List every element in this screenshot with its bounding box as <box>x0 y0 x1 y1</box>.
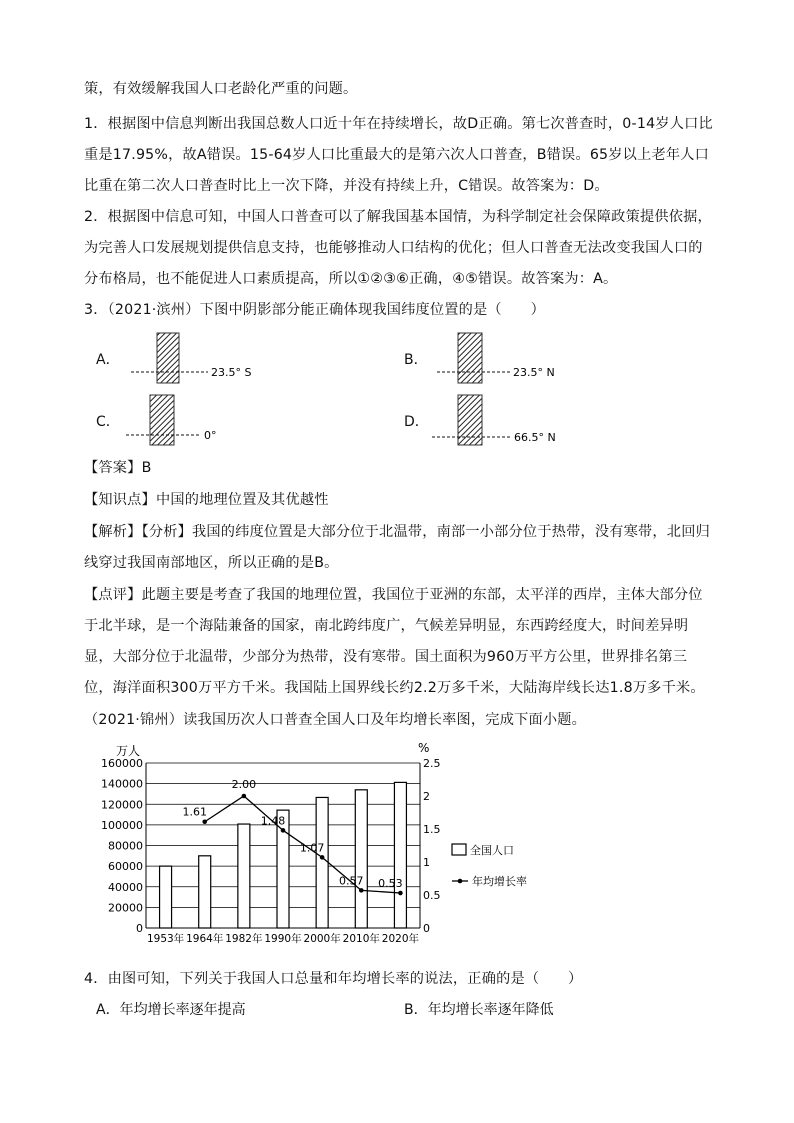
knowledge-text: 中国的地理位置及其优越性 <box>155 492 329 508</box>
paragraph-line: 比重在第二次人口普查时比上一次下降，并没有持续上升，C错误。故答案为：D。 <box>84 178 609 194</box>
x-tick-label: 1953年 <box>146 933 185 945</box>
option-b-figure <box>434 330 574 392</box>
intro-jinzhou: （2021·锦州）读我国历次人口普查全国人口及年均增长率图，完成下面小题。 <box>84 712 587 728</box>
y-tick-left: 80000 <box>108 839 143 853</box>
option-d-figure <box>430 393 570 455</box>
growth-rate-point <box>359 888 364 893</box>
answer-text: B <box>141 460 152 476</box>
option-d-label: D． <box>404 414 429 430</box>
question-4: 4．由图可知，下列关于我国人口总量和年均增长率的说法，正确的是（ ） <box>84 971 583 987</box>
q4-option-a: A．年均增长率逐年提高 <box>96 1002 246 1018</box>
q4-option-b: B．年均增长率逐年降低 <box>404 1002 554 1018</box>
y-tick-left: 60000 <box>108 860 143 874</box>
y-tick-right: 0 <box>423 922 430 935</box>
paragraph-line: 分布格局，也不能促进人口素质提高，所以①②③⑥正确，④⑤错误。故答案为：A。 <box>84 271 618 287</box>
option-c-label: C． <box>96 414 120 430</box>
legend-line-label: 年均增长率 <box>472 875 527 888</box>
review-line-2: 于北半球，是一个海陆兼备的国家，南北跨纬度广，气候差异明显，东西跨经度大，时间差异明 <box>84 618 689 634</box>
growth-rate-point <box>242 794 247 799</box>
x-tick-label: 2020年 <box>381 933 420 945</box>
data-label: 0.57 <box>339 874 364 888</box>
analysis-text: 我国的纬度位置是大部分位于北温带，南部一小部分位于热带，没有寒带，北回归 <box>192 524 710 540</box>
growth-rate-point <box>398 891 403 896</box>
x-tick-label: 1990年 <box>264 933 302 945</box>
paragraph-line: 2．根据图中信息可知，中国人口普查可以了解我国基本国情，为科学制定社会保障政策提供依据， <box>84 209 712 225</box>
y-tick-left: 120000 <box>101 798 143 812</box>
paragraph-line: 1．根据图中信息判断出我国总数人口近十年在持续增长，故D正确。第七次普查时，0-14岁人口比 <box>84 116 713 132</box>
option-c-figure <box>124 393 244 453</box>
y-label-right: % <box>418 741 430 755</box>
analysis-line <box>84 521 710 541</box>
review-text: 此题主要是考查了我国的地理位置，我国位于亚洲的东部，太平洋的西岸，主体大部分位 <box>141 587 703 603</box>
growth-rate-point <box>281 828 286 833</box>
answer-tag: 【答案】 <box>84 460 142 476</box>
data-label: 2.00 <box>231 778 257 791</box>
y-tick-left: 20000 <box>108 901 143 915</box>
option-a-label: A． <box>96 352 120 368</box>
bar-2010年 <box>355 790 367 928</box>
y-tick-right: 2 <box>423 790 430 803</box>
review-line-4: 位，海洋面积300万平方千米。我国陆上国界线长约2.2万多千米，大陆海岸线长达1.8万多千米。 <box>84 680 705 696</box>
question-3: 3．（2021·滨州）下图中阴影部分能正确体现我国纬度位置的是（ ） <box>84 302 545 318</box>
analysis-tag: 【解析】【分析】 <box>84 524 193 540</box>
paragraph-line: 策，有效缓解我国人口老龄化严重的问题。 <box>84 81 358 97</box>
bar-1990年 <box>277 810 289 928</box>
review-line <box>84 584 703 604</box>
legend-line-marker <box>458 879 463 884</box>
y-tick-right: 1 <box>423 856 430 869</box>
answer-line <box>84 457 152 477</box>
bar-2000年 <box>316 797 328 928</box>
y-tick-left: 140000 <box>101 777 143 791</box>
y-tick-left: 160000 <box>101 757 143 770</box>
y-tick-right: 1.5 <box>423 823 441 836</box>
x-tick-label: 1964年 <box>186 933 224 945</box>
x-tick-label: 1982年 <box>225 933 263 945</box>
growth-rate-point <box>202 819 207 824</box>
knowledge-tag: 【知识点】 <box>84 492 156 508</box>
data-label: 1.48 <box>260 814 286 828</box>
bar-1953年 <box>160 866 172 928</box>
analysis-line-2: 线穿过我国南部地区，所以正确的是B。 <box>84 555 339 571</box>
legend-bar-swatch <box>452 844 466 855</box>
legend-bar-label: 全国人口 <box>470 844 514 857</box>
option-a-latitude: 23.5° S <box>211 366 252 379</box>
population-chart <box>80 738 560 954</box>
y-tick-right: 2.5 <box>423 757 441 770</box>
option-a-figure <box>128 330 268 392</box>
knowledge-line <box>84 489 329 509</box>
y-tick-left: 0 <box>136 922 143 935</box>
y-label-left: 万人 <box>116 744 141 758</box>
option-b-latitude: 23.5° N <box>513 366 555 379</box>
bar-1982年 <box>238 824 250 928</box>
y-tick-left: 40000 <box>108 880 143 894</box>
paragraph-line: 为完善人口发展规划提供信息支持，也能够推动人口结构的优化；但人口普查无法改变我国人口的 <box>84 240 703 256</box>
y-tick-left: 100000 <box>101 818 143 832</box>
data-label: 1.07 <box>299 841 325 855</box>
review-line-3: 显，大部分位于北温带，少部分为热带，没有寒带。国土面积为960万平方公里，世界排名第三 <box>84 649 688 665</box>
data-label: 0.53 <box>378 877 403 891</box>
review-tag: 【点评】 <box>84 587 142 603</box>
option-c-latitude: 0° <box>204 429 217 442</box>
x-tick-label: 2000年 <box>303 933 341 945</box>
bar-1964年 <box>199 856 211 928</box>
option-b-label: B． <box>404 352 428 368</box>
x-tick-label: 2010年 <box>342 933 380 945</box>
y-tick-right: 0.5 <box>423 889 441 902</box>
bar-2020年 <box>394 782 406 928</box>
option-d-latitude: 66.5° N <box>514 431 556 444</box>
growth-rate-point <box>320 855 325 860</box>
paragraph-line: 重是17.95%，故A错误。15-64岁人口比重最大的是第六次人口普查，B错误。65岁以上老年人口 <box>84 147 709 163</box>
data-label: 1.61 <box>182 805 207 819</box>
